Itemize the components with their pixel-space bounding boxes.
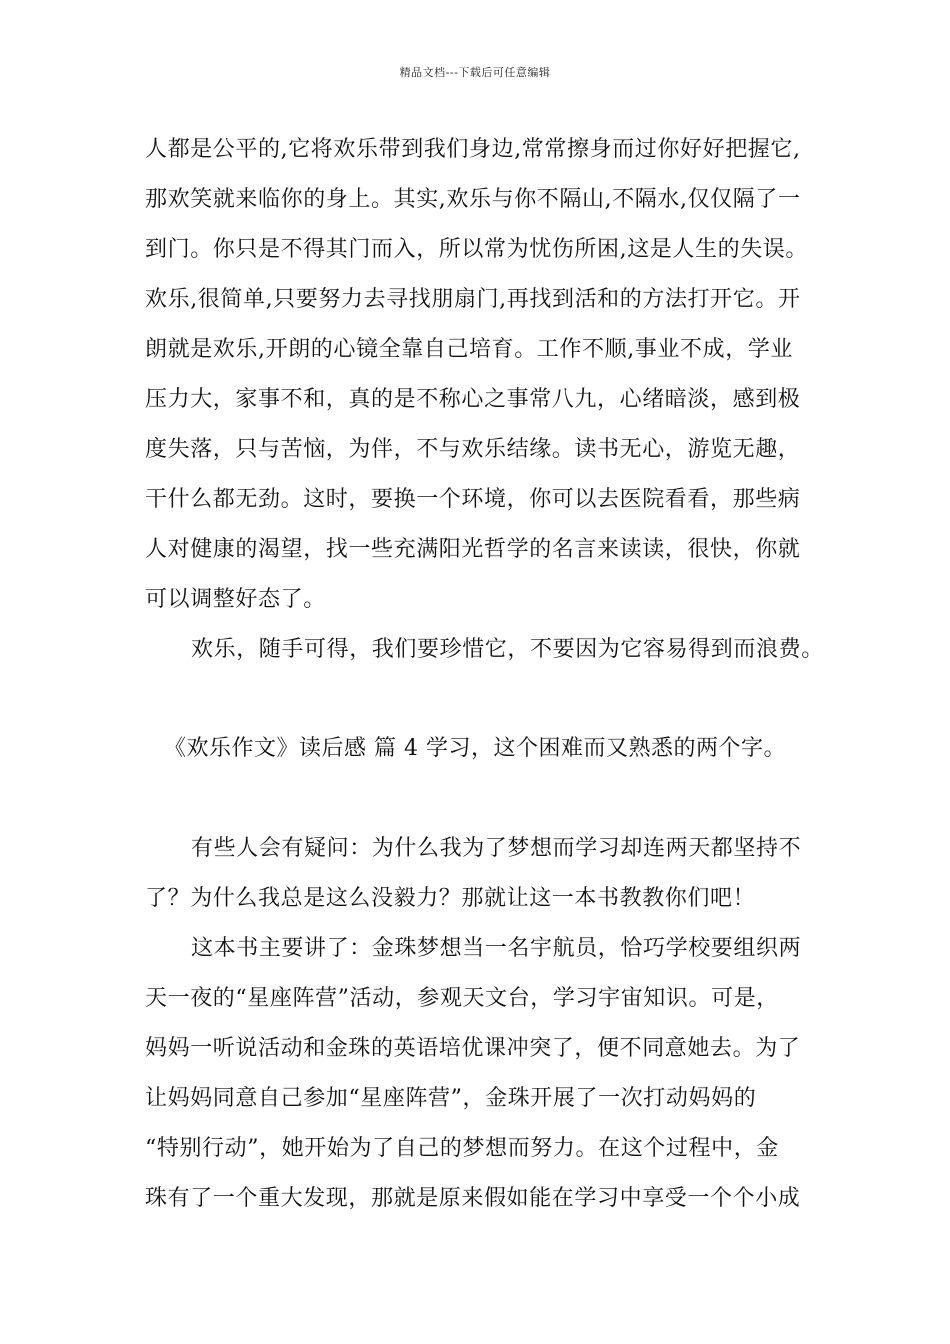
text-line: 人对健康的渴望，找一些充满阳光哲学的名言来读读，很快，你就 (145, 537, 801, 562)
text-line: 可以调整好态了。 (145, 587, 326, 612)
text-line: 珠有了一个重大发现，那就是原来假如能在学习中享受一个个小成 (145, 1186, 801, 1211)
text-line: 那欢笑就来临你的身上。其实,欢乐与你不隔山,不隔水,仅仅隔了一 (145, 187, 801, 212)
text-line: 朗就是欢乐,开朗的心镜全靠自己培育。工作不顺,事业不成，学业 (145, 337, 793, 362)
text-line: 了？为什么我总是这么没毅力？那就让这一本书教教你们吧！ (145, 886, 756, 911)
text-line: 让妈妈同意自己参加“星座阵营”，金珠开展了一次打动妈妈的 (145, 1086, 757, 1111)
text-line: 这本书主要讲了：金珠梦想当一名宇航员，恰巧学校要组织两 (191, 936, 802, 961)
text-line: 妈妈一听说活动和金珠的英语培优课冲突了，便不同意她去。为了 (145, 1036, 801, 1061)
text-line: 人都是公平的,它将欢乐带到我们身边,常常擦身而过你好好把握它, (145, 137, 801, 162)
text-line: 度失落，只与苦恼，为伴，不与欢乐结缘。读书无心，游览无趣， (145, 437, 801, 462)
page-header: 精品文档---下载后可任意编辑 (399, 66, 551, 79)
text-line: 欢乐,很简单,只要努力去寻找朋扇门,再找到活和的方法打开它。开 (145, 287, 801, 312)
text-line: 干什么都无劲。这时，要换一个环境，你可以去医院看看，那些病 (145, 487, 801, 512)
section-heading: 《欢乐作文》读后感 篇 4 学习，这个困难而又熟悉的两个字。 (164, 736, 786, 761)
text-line: 有些人会有疑问：为什么我为了梦想而学习却连两天都坚持不 (191, 836, 802, 861)
document-body (145, 0, 824, 1344)
text-line: 欢乐，随手可得，我们要珍惜它，不要因为它容易得到而浪费。 (191, 637, 824, 662)
text-line: 压力大，家事不和，真的是不称心之事常八九，心绪暗淡，感到极 (145, 387, 801, 412)
text-line: 天一夜的“星座阵营”活动，参观天文台，学习宇宙知识。可是， (145, 986, 779, 1011)
text-line: 到门。你只是不得其门而入，所以常为忧伤所困,这是人生的失误。 (145, 237, 808, 262)
text-line: “特别行动”，她开始为了自己的梦想而努力。在这个过程中，金 (145, 1136, 779, 1161)
